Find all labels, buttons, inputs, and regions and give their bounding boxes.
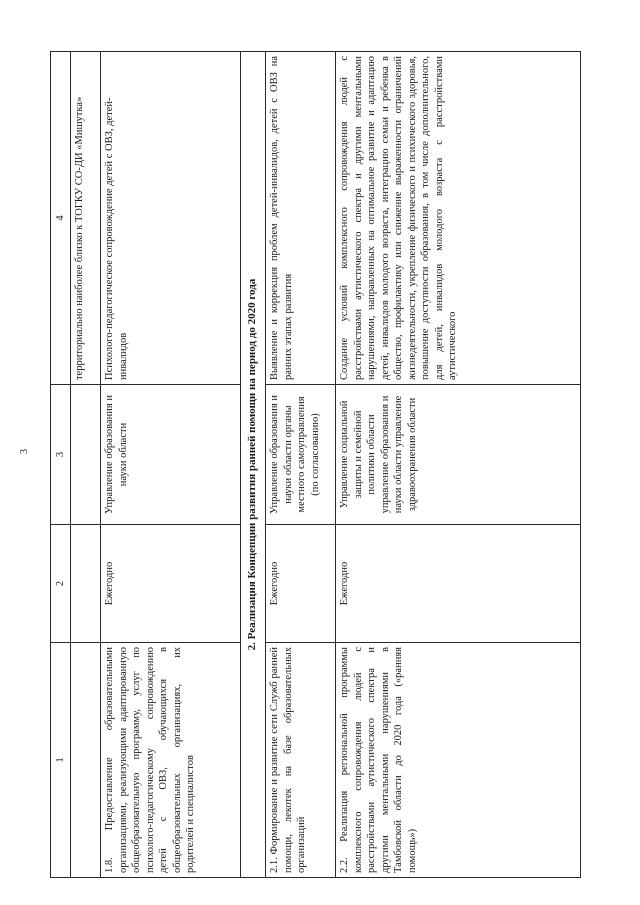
deadline-cell: Ежегодно bbox=[336, 525, 581, 643]
table-row bbox=[266, 52, 336, 878]
section-row bbox=[241, 52, 266, 878]
table-row bbox=[336, 52, 581, 878]
header-cell: 4 bbox=[51, 52, 71, 385]
responsible-cell: Управление социальной защиты и семейной политики области управление образования и науки области управление здравоохранения области bbox=[336, 385, 581, 525]
result-cell: Выявление и коррекция проблем детей-инвалидов, детей с ОВЗ на ранних этапах развития bbox=[266, 52, 336, 385]
page-number: 3 bbox=[19, 449, 30, 454]
header-cell: 1 bbox=[51, 643, 71, 878]
header-cell: 3 bbox=[51, 385, 71, 525]
measure-cell: 2.1. Формирование и развитие сети Служб ранней помощи, лекотек на базе образовательных организаций bbox=[266, 643, 336, 878]
result-cell: Психолого-педагогическое сопровождение детей с ОВЗ, детей-инвалидов bbox=[101, 52, 241, 385]
measure-cell bbox=[71, 643, 101, 878]
section-title: 2. Реализация Концепции развития ранней помощи на период до 2020 года bbox=[241, 52, 266, 878]
table-row bbox=[71, 52, 101, 878]
rotated-page-content bbox=[50, 52, 638, 878]
plan-table bbox=[50, 51, 581, 878]
deadline-cell: Ежегодно bbox=[101, 525, 241, 643]
responsible-cell: Управление образования и науки области bbox=[101, 385, 241, 525]
measure-cell: 1.8. Предоставление образовательными организациями, реализующими адаптированную общеобразовательную программу, услуг по психолого-педагогическому сопровождению детей с ОВЗ, обучающихся в общеобразовательных организациях, их родителей и специалистов bbox=[101, 643, 241, 878]
result-cell: территориально наиболее близко к ТОГКУ СО-ДИ «Мишутка» bbox=[71, 52, 101, 385]
responsible-cell: Управление образования и науки области органы местного самоуправления (по согласованию) bbox=[266, 385, 336, 525]
table-header-row bbox=[51, 52, 71, 878]
deadline-cell bbox=[71, 525, 101, 643]
deadline-cell: Ежегодно bbox=[266, 525, 336, 643]
header-cell: 2 bbox=[51, 525, 71, 643]
responsible-cell bbox=[71, 385, 101, 525]
table-row bbox=[101, 52, 241, 878]
measure-cell: 2.2. Реализация региональной программы комплексного сопровождения людей с расстройствами аутистического спектра и другими ментальными нарушениями в Тамбовской области до 2020 года («ранняя помощь») bbox=[336, 643, 581, 878]
result-cell: Создание условий комплексного сопровождения людей с расстройствами аутистического спектра и другими ментальными нарушениями, направленных на оптимальное развитие и адаптацию детей, инвалидов молодого возраста, интеграцию семьи и ребенка в общество, профилактику или снижение выраженности ограничений жизнедеятельности, укрепление физического и психического здоровья, повышение доступности образования, в том числе дополнительного, для детей, инвалидов молодого возраста с расстройствами аутистического bbox=[336, 52, 581, 385]
